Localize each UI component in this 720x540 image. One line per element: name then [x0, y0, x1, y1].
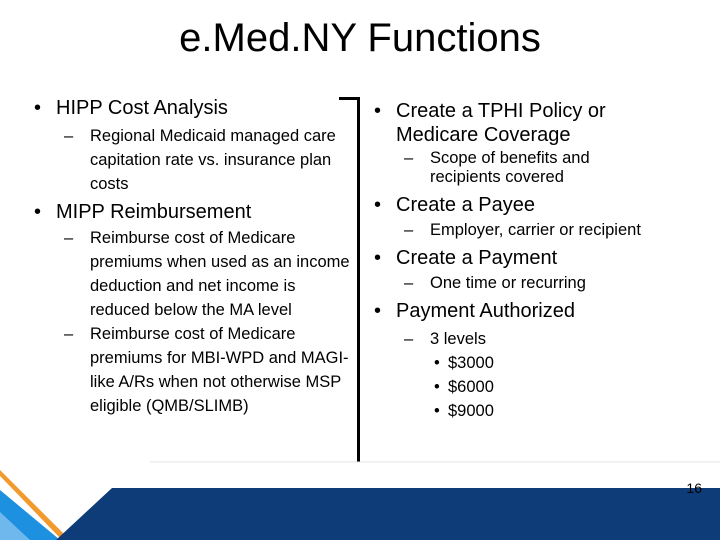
bullet-dot-icon: •	[374, 247, 382, 269]
sub-bullet-text: Employer, carrier or recipient	[430, 221, 641, 239]
bullet-dot-icon: •	[34, 201, 42, 223]
footer-decoration	[0, 460, 720, 540]
dash-icon: –	[64, 229, 74, 247]
slide-title: e.Med.NY Functions	[179, 16, 541, 60]
level-amount: $3000	[448, 354, 494, 372]
sub-bullet	[28, 124, 352, 196]
right-column	[368, 99, 708, 423]
footer-white-card	[112, 462, 720, 488]
bullet-dot-icon: •	[34, 97, 42, 119]
level-item	[368, 375, 708, 399]
bullet-label: Payment Authorized	[396, 300, 575, 322]
bullet-create-payment	[368, 246, 708, 270]
bullet-dot-icon: •	[434, 378, 440, 396]
sub-bullet-text: Reimburse cost of Medicare premiums when used as an income deduction and net income is reduced below the MA level	[90, 229, 350, 319]
sub-bullet	[28, 322, 352, 418]
sub-bullet	[368, 221, 650, 240]
sub-bullet-text: Scope of benefits and recipients covered	[430, 149, 590, 186]
sub-bullet	[368, 327, 708, 351]
bullet-dot-icon: •	[434, 402, 440, 420]
sub-bullet	[368, 149, 650, 187]
dash-icon: –	[64, 325, 74, 343]
bracket-divider	[339, 97, 360, 489]
bullet-dot-icon: •	[374, 300, 382, 322]
bullet-dot-icon: •	[434, 354, 440, 372]
bullet-create-payee	[368, 193, 708, 217]
footer-navy-band	[56, 488, 720, 540]
level-amount: $6000	[448, 378, 494, 396]
dash-icon: –	[404, 274, 414, 292]
bullet-dot-icon: •	[374, 194, 382, 216]
sub-bullet-text: Reimburse cost of Medicare premiums for MBI-WPD and MAGI-like A/Rs when not otherwise MSP eligible (QMB/SLIMB)	[90, 325, 349, 415]
dash-icon: –	[404, 221, 414, 239]
bullet-create-tphi-policy	[368, 99, 708, 147]
level-amount: $9000	[448, 402, 494, 420]
bullet-label: Create a Payment	[396, 247, 558, 269]
level-item	[368, 399, 708, 423]
sub-bullet-text: One time or recurring	[430, 274, 586, 292]
sub-bullet-text: Regional Medicaid managed care capitation rate vs. insurance plan costs	[90, 127, 336, 193]
bullet-label: Create a Payee	[396, 194, 535, 216]
bullet-label: HIPP Cost Analysis	[56, 97, 228, 119]
page-number: 16	[686, 480, 702, 496]
bullet-payment-authorized	[368, 299, 708, 323]
bullet-dot-icon: •	[374, 100, 382, 122]
dash-icon: –	[404, 149, 414, 167]
left-column	[28, 96, 358, 418]
bullet-label: Create a TPHI Policy or Medicare Coverage	[396, 100, 606, 146]
bullet-mipp-reimbursement	[28, 200, 358, 224]
bullet-hipp-cost-analysis	[28, 96, 358, 120]
dash-icon: –	[404, 330, 414, 348]
level-item	[368, 351, 708, 375]
sub-bullet	[368, 274, 690, 293]
dash-icon: –	[64, 127, 74, 145]
sub-bullet-text: 3 levels	[430, 330, 486, 348]
sub-bullet	[28, 226, 352, 322]
bullet-label: MIPP Reimbursement	[56, 201, 252, 223]
